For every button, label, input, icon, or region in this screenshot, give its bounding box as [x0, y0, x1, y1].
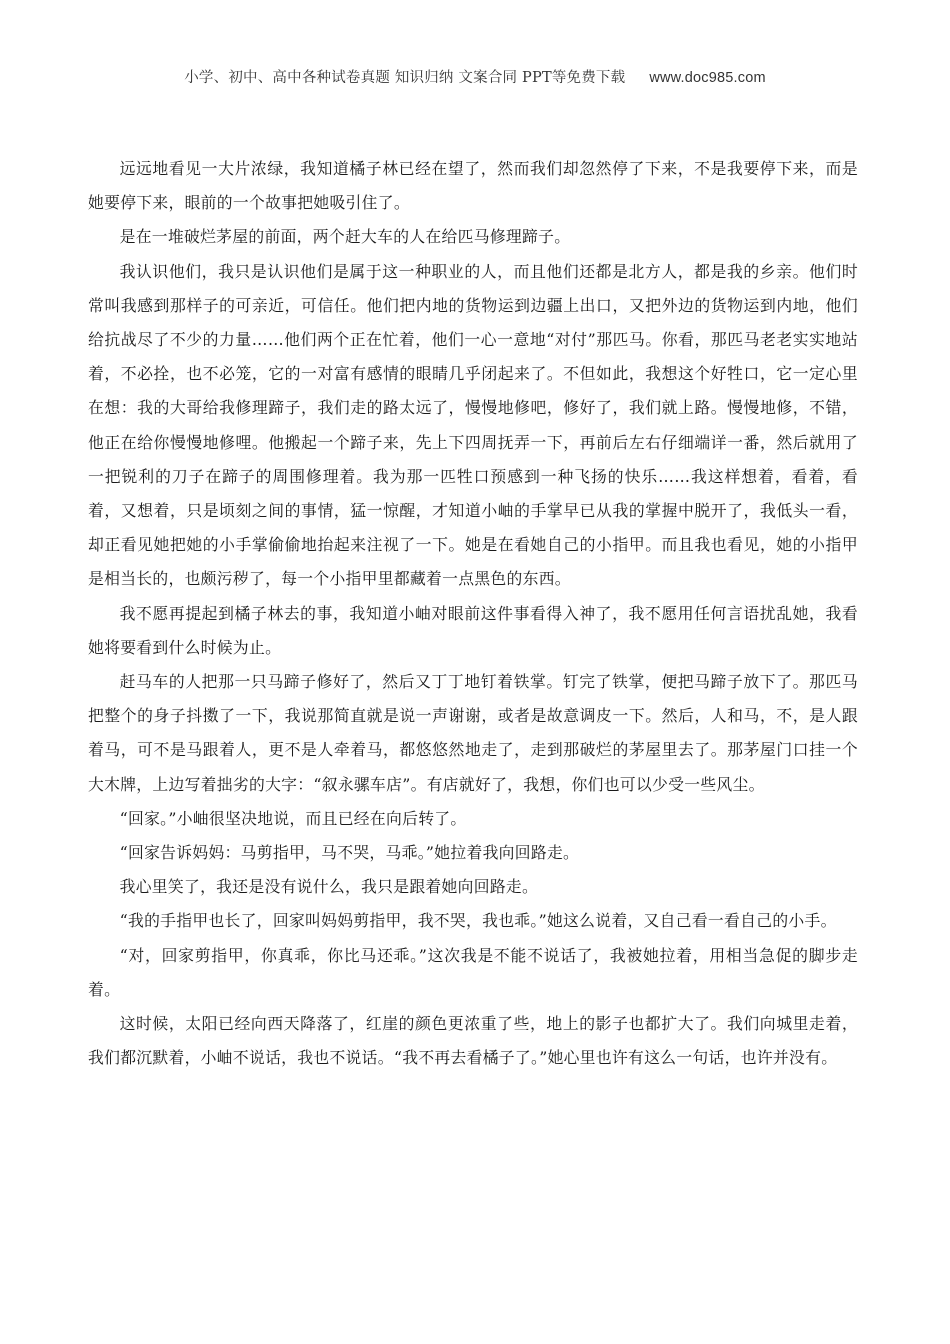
article-body	[88, 152, 858, 1075]
paragraph: “我的手指甲也长了，回家叫妈妈剪指甲，我不哭，我也乖。”她这么说着，又自己看一看自己的小手。	[119, 911, 837, 931]
paragraph: 我不愿再提起到橘子林去的事，我知道小岫对眼前这件事看得入神了，我不愿用任何言语扰乱她，我看她将要看到什么时候为止。	[88, 603, 858, 657]
header-site-link[interactable]: www.doc985.com	[649, 70, 766, 86]
paragraph: 我认识他们，我只是认识他们是属于这一种职业的人，而且他们还都是北方人，都是我的乡亲。他们时常叫我感到那样子的可亲近，可信任。他们把内地的货物运到边疆上出口，又把外边的货物运到内地，他们给抗战尽了不少的力量……他们两个正在忙着，他们一心一意地“对付”那匹马。你看，那匹马老老实实地站着，不必拴，也不必笼，它的一对富有感情的眼睛几乎闭起来了。不但如此，我想这个好牲口，它一定心里在想：我的大哥给我修理蹄子，我们走的路太远了，慢慢地修吧，修好了，我们就上路。慢慢地修，不错，他正在给你慢慢地修哩。他搬起一个蹄子来，先上下四周抚弄一下，再前后左右仔细端详一番，然后就用了一把锐利的刀子在蹄子的周围修理着。我为那一匹牲口预感到一种飞扬的快乐……我这样想着，看着，看着，又想着，只是顷刻之间的事情，猛一惊醒，才知道小岫的手掌早已从我的掌握中脱开了，我低头一看，却正看见她把她的小手掌偷偷地抬起来注视了一下。她是在看她自己的小指甲。而且我也看见，她的小指甲是相当长的，也颇污秽了，每一个小指甲里都藏着一点黑色的东西。	[88, 261, 858, 589]
paragraph: 这时候，太阳已经向西天降落了，红崖的颜色更浓重了些，地上的影子也都扩大了。我们向城里走着，我们都沉默着，小岫不说话，我也不说话。“我不再去看橘子了。”她心里也许有这么一句话，也许并没有。	[88, 1014, 858, 1068]
paragraph: “对，回家剪指甲，你真乖，你比马还乖。”这次我是不能不说话了，我被她拉着，用相当急促的脚步走着。	[88, 945, 858, 999]
paragraph: “回家。”小岫很坚决地说，而且已经在向后转了。	[119, 808, 467, 828]
header-text: 小学、初中、高中各种试卷真题 知识归纳 文案合同 PPT等免费下载	[184, 70, 626, 86]
paragraph: 我心里笑了，我还是没有说什么，我只是跟着她向回路走。	[119, 877, 539, 897]
paragraph: 赶马车的人把那一只马蹄子修好了，然后又丁丁地钉着铁掌。钉完了铁掌，便把马蹄子放下了。那匹马把整个的身子抖擞了一下，我说那简直就是说一声谢谢，或者是故意调皮一下。然后，人和马，不，是人跟着马，可不是马跟着人，更不是人牵着马，都悠悠然地走了，走到那破烂的茅屋里去了。那茅屋门口挂一个大木牌，上边写着拙劣的大字：“叙永骡车店”。有店就好了，我想，你们也可以少受一些风尘。	[88, 672, 858, 794]
paragraph: 是在一堆破烂茅屋的前面，两个赶大车的人在给匹马修理蹄子。	[119, 227, 571, 247]
paragraph: 远远地看见一大片浓绿，我知道橘子林已经在望了，然而我们却忽然停了下来，不是我要停下来，而是她要停下来，眼前的一个故事把她吸引住了。	[88, 159, 858, 213]
page-header	[0, 66, 950, 87]
paragraph: “回家告诉妈妈：马剪指甲，马不哭，马乖。”她拉着我向回路走。	[119, 843, 580, 863]
